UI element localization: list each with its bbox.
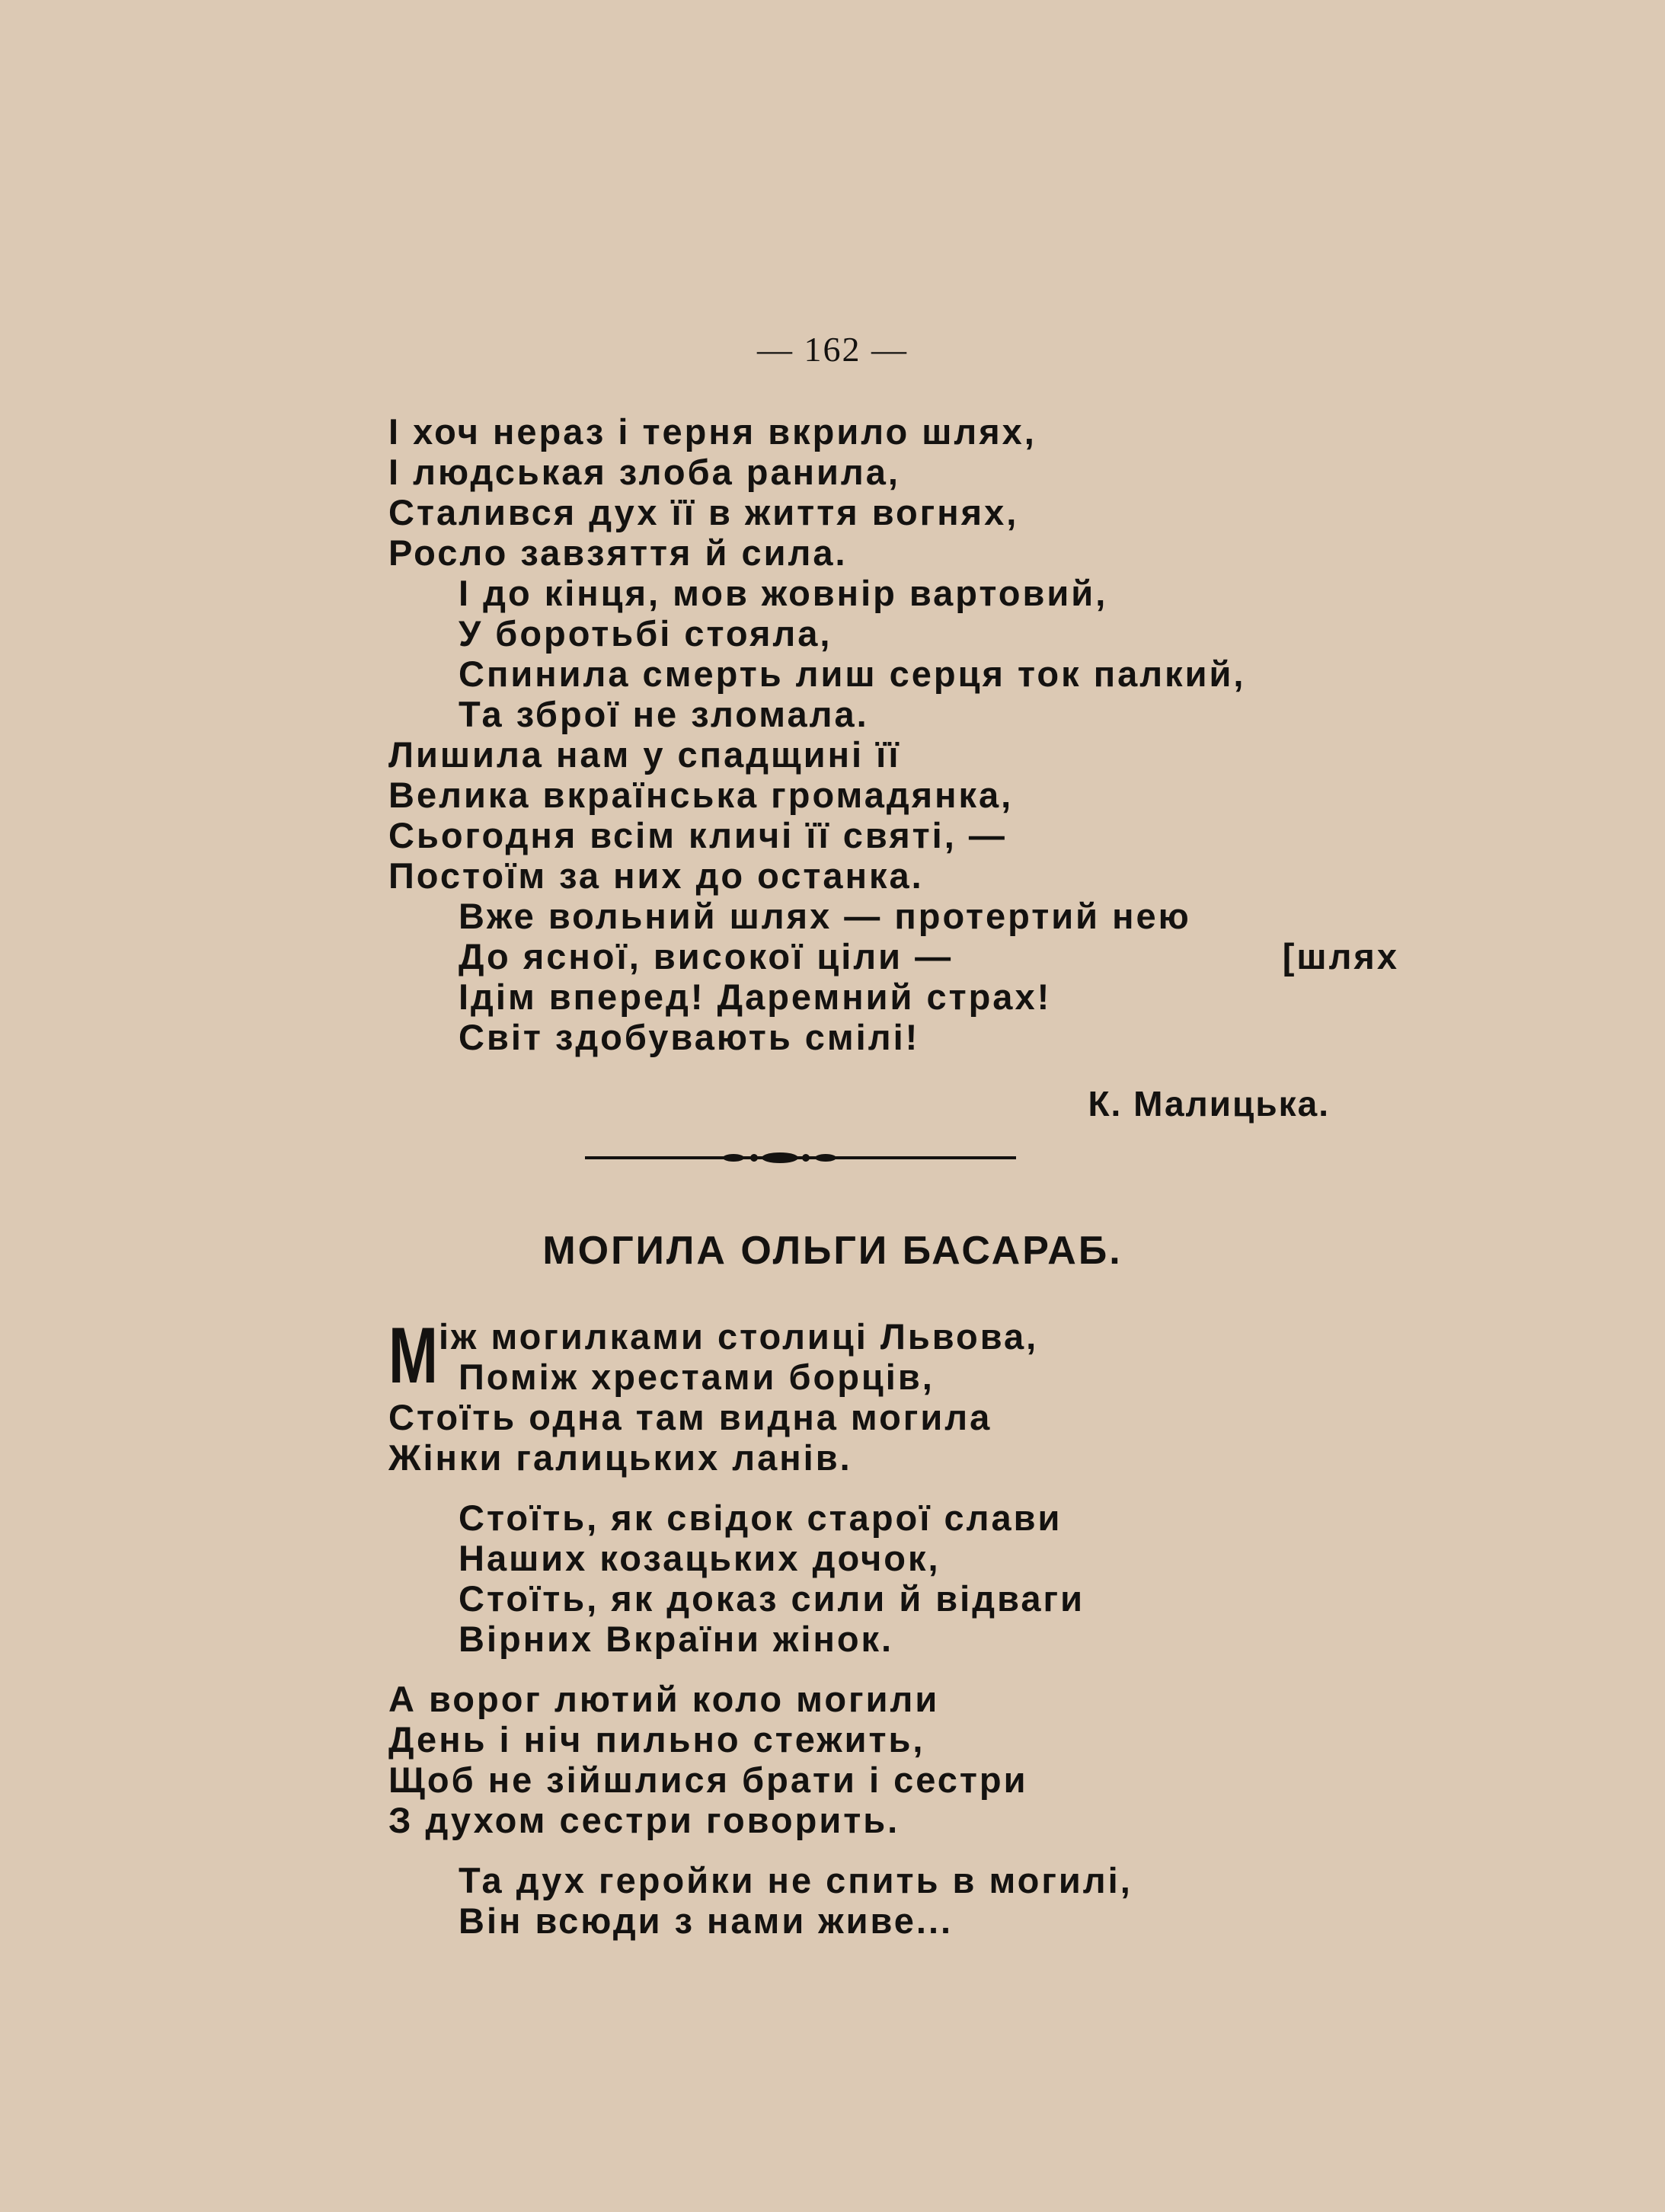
- poem-line: Стоїть, як доказ сили й відваги: [459, 1578, 1085, 1619]
- poem-line: З духом сестри говорить.: [388, 1800, 900, 1840]
- poem-line-turnover: [шлях: [1282, 936, 1399, 977]
- poem-line: Постоїм за них до останка.: [388, 855, 924, 896]
- poem-line: Жінки галицьких ланів.: [388, 1437, 852, 1478]
- poem-line: Та зброї не зломала.: [459, 694, 869, 734]
- poem-line: Вже вольний шлях — протертий нею: [459, 896, 1191, 936]
- poem-line: Спинила смерть лиш серця ток палкий,: [459, 654, 1246, 694]
- poem-line: Ідім вперед! Даремний страх!: [459, 977, 1052, 1017]
- poem-line: Поміж хрестами борців,: [459, 1357, 935, 1397]
- poem-line: І хоч нераз і терня вкрило шлях,: [388, 411, 1037, 452]
- poem-line: Велика вкраїнська громадянка,: [388, 775, 1014, 815]
- poem-text: [388, 411, 1399, 1057]
- stanza: [388, 1312, 1341, 1478]
- poem-line: Росло завзяття й сила.: [388, 532, 848, 573]
- poem-line: Світ здобувають смілі!: [459, 1017, 920, 1057]
- poem-line: іж могилками столиці Львова,: [439, 1316, 1039, 1357]
- poem-line: У боротьбі стояла,: [459, 613, 832, 654]
- poem-line: Наших козацьких дочок,: [459, 1538, 941, 1578]
- ornamental-divider: [585, 1143, 1016, 1173]
- poem-line: Вірних Вкраїни жінок.: [459, 1619, 894, 1659]
- poem-line: Він всюди з нами живе...: [459, 1900, 954, 1941]
- poem-line: Та дух геройки не спить в могилі,: [459, 1860, 1133, 1900]
- poem-line: [388, 936, 1399, 977]
- drop-cap: М: [388, 1312, 438, 1400]
- poem-line: Щоб не зійшлися брати і сестри: [388, 1760, 1028, 1800]
- poem-line: І до кінця, мов жовнір вартовий,: [459, 573, 1108, 613]
- poem-line: Стоїть, як свідок старої слави: [459, 1498, 1063, 1538]
- stanza: [388, 1679, 1341, 1840]
- poem-line-main: До ясної, високої ціли —: [459, 936, 954, 977]
- poem-line: День і ніч пильно стежить,: [388, 1719, 925, 1760]
- stanza: [388, 1498, 1341, 1659]
- poem-title: МОГИЛА ОЛЬГИ БАСАРАБ.: [542, 1229, 1123, 1273]
- poem-line: А ворог лютий коло могили: [388, 1679, 940, 1719]
- author-signature: К. Малицька.: [1088, 1084, 1330, 1124]
- poem-line: Стоїть одна там видна могила: [388, 1397, 992, 1437]
- stanza: [388, 1860, 1341, 1941]
- poem-line: Сьогодня всім кличі її святі, —: [388, 815, 1007, 855]
- poem-line: Сталився дух її в життя вогнях,: [388, 492, 1019, 532]
- poem-line: І людськая злоба ранила,: [388, 452, 900, 492]
- poem-text: [388, 1312, 1341, 1961]
- poem-line: Лишила нам у спадщині її: [388, 734, 901, 775]
- page-number: — 162 —: [757, 330, 908, 369]
